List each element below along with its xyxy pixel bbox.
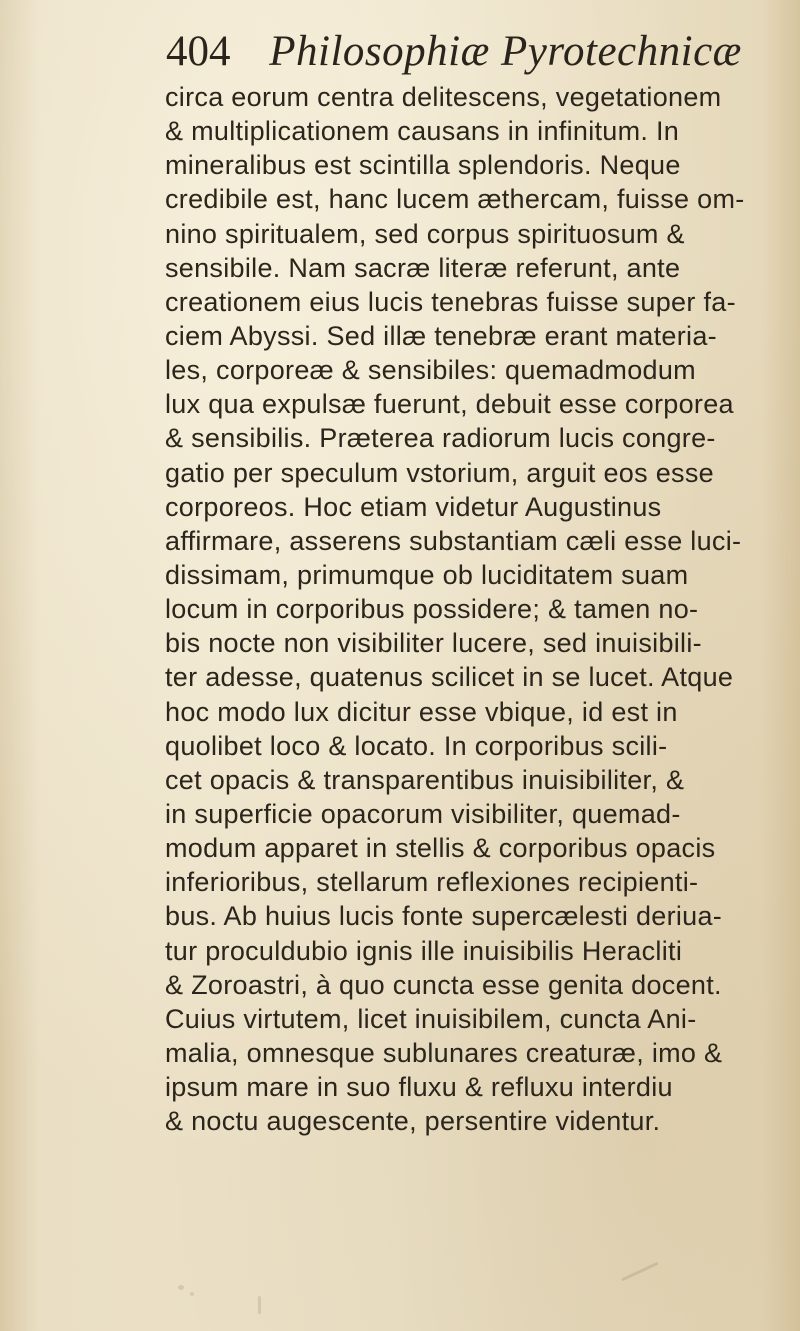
running-title: Philosophiæ Pyrotechnicæ — [269, 28, 742, 75]
text-line: ter adesse, quatenus scilicet in se lucet. Atque — [165, 662, 734, 693]
text-line: sensibile. Nam sacræ literæ referunt, ante — [165, 252, 681, 283]
paper-stain — [178, 1285, 184, 1290]
text-line: locum in corporibus possidere; & tamen no- — [165, 594, 699, 625]
body-text — [165, 80, 785, 1138]
text-line: malia, omnesque sublunares creaturæ, imo & — [165, 1037, 723, 1068]
text-line: affirmare, asserens substantiam cæli esse luci- — [165, 525, 742, 556]
text-line: creationem eius lucis tenebras fuisse super fa- — [165, 286, 736, 317]
text-line: les, corporeæ & sensibiles: quemadmodum — [165, 355, 696, 386]
paper-stain — [190, 1292, 194, 1296]
text-line: mineralibus est scintilla splendoris. Neque — [165, 150, 681, 181]
text-line: corporeos. Hoc etiam videtur Augustinus — [165, 491, 662, 522]
page-header — [166, 22, 742, 82]
paper-stain — [258, 1296, 261, 1314]
text-line: tur proculdubio ignis ille inuisibilis Heracliti — [165, 935, 683, 966]
text-line: Cuius virtutem, licet inuisibilem, cuncta Ani- — [165, 1003, 697, 1034]
text-line: & Zoroastri, à quo cuncta esse genita docent. — [165, 969, 722, 1000]
page-number: 404 — [166, 28, 231, 75]
text-line: in superficie opacorum visibiliter, quemad- — [165, 798, 681, 829]
text-line: bis nocte non visibiliter lucere, sed inuisibili- — [165, 628, 702, 659]
text-line: ipsum mare in suo fluxu & refluxu interdiu — [165, 1072, 673, 1103]
paper-stain — [621, 1262, 659, 1282]
text-line: ciem Abyssi. Sed illæ tenebræ erant materia- — [165, 320, 717, 351]
text-line: & noctu augescente, persentire videntur. — [165, 1106, 661, 1137]
text-line: lux qua expulsæ fuerunt, debuit esse corporea — [165, 389, 734, 420]
text-line: & sensibilis. Præterea radiorum lucis congre- — [165, 423, 716, 454]
text-line: hoc modo lux dicitur esse vbique, id est in — [165, 696, 678, 727]
text-line: nino spiritualem, sed corpus spirituosum & — [165, 218, 685, 249]
text-line: gatio per speculum vstorium, arguit eos esse — [165, 457, 714, 488]
text-line: dissimam, primumque ob luciditatem suam — [165, 559, 689, 590]
text-line: & multiplicationem causans in infinitum. In — [165, 116, 680, 147]
text-line: inferioribus, stellarum reflexiones recipienti- — [165, 867, 699, 898]
text-line: circa eorum centra delitescens, vegetationem — [165, 82, 722, 112]
text-line: credibile est, hanc lucem æthercam, fuisse om- — [165, 184, 745, 215]
text-line: modum apparet in stellis & corporibus opacis — [165, 833, 716, 864]
text-line: bus. Ab huius lucis fonte supercælesti deriua- — [165, 901, 723, 932]
text-line: quolibet loco & locato. In corporibus scili- — [165, 730, 668, 761]
text-line: cet opacis & transparentibus inuisibiliter, & — [165, 764, 685, 795]
